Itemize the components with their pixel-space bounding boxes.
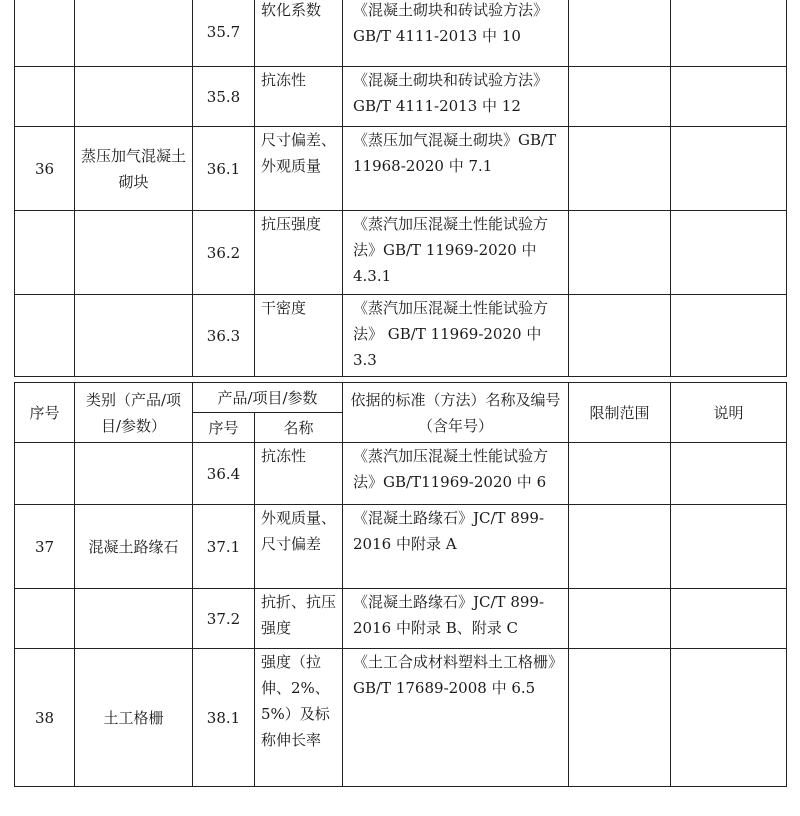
standard-cell: 《混凝土砌块和砖试验方法》GB/T 4111-2013 中 10 [343, 0, 569, 67]
header-category: 类别（产品/项目/参数） [75, 383, 193, 443]
standard-cell: 《蒸汽加压混凝土性能试验方法》GB/T11969-2020 中 6 [343, 443, 569, 505]
header-standard: 依据的标准（方法）名称及编号（含年号） [343, 383, 569, 443]
limit-cell [569, 443, 671, 505]
header-name: 名称 [255, 413, 343, 443]
category-cell [75, 589, 193, 649]
name-cell: 软化系数 [255, 0, 343, 67]
seq-cell: 37 [15, 505, 75, 589]
note-cell [671, 211, 787, 295]
seq-cell [15, 443, 75, 505]
sub-seq-cell: 36.3 [193, 295, 255, 377]
limit-cell [569, 649, 671, 787]
name-cell: 外观质量、尺寸偏差 [255, 505, 343, 589]
sub-seq-cell: 37.1 [193, 505, 255, 589]
header-seq: 序号 [15, 383, 75, 443]
seq-cell [15, 211, 75, 295]
table-continuation [14, 0, 787, 377]
table-row [15, 589, 787, 649]
limit-cell [569, 295, 671, 377]
category-cell: 混凝土路缘石 [75, 505, 193, 589]
sub-seq-cell: 35.8 [193, 67, 255, 127]
name-cell: 强度（拉伸、2%、5%）及标称伸长率 [255, 649, 343, 787]
name-cell: 尺寸偏差、外观质量 [255, 127, 343, 211]
category-cell: 蒸压加气混凝土砌块 [75, 127, 193, 211]
table-main [14, 382, 787, 787]
table-row [15, 67, 787, 127]
sub-seq-cell: 36.1 [193, 127, 255, 211]
name-cell: 干密度 [255, 295, 343, 377]
category-cell [75, 67, 193, 127]
header-sub-seq: 序号 [193, 413, 255, 443]
table-row [15, 211, 787, 295]
header-row [15, 383, 787, 413]
standard-cell: 《蒸汽加压混凝土性能试验方法》 GB/T 11969-2020 中 3.3 [343, 295, 569, 377]
category-cell [75, 211, 193, 295]
name-cell: 抗冻性 [255, 67, 343, 127]
table-row [15, 127, 787, 211]
header-note: 说明 [671, 383, 787, 443]
limit-cell [569, 127, 671, 211]
standard-cell: 《混凝土路缘石》JC/T 899-2016 中附录 B、附录 C [343, 589, 569, 649]
table-row [15, 295, 787, 377]
note-cell [671, 67, 787, 127]
table-row [15, 649, 787, 787]
seq-cell [15, 67, 75, 127]
note-cell [671, 0, 787, 67]
sub-seq-cell: 38.1 [193, 649, 255, 787]
standard-cell: 《蒸压加气混凝土砌块》GB/T 11968-2020 中 7.1 [343, 127, 569, 211]
sub-seq-cell: 36.2 [193, 211, 255, 295]
category-cell [75, 295, 193, 377]
note-cell [671, 589, 787, 649]
name-cell: 抗冻性 [255, 443, 343, 505]
category-cell [75, 0, 193, 67]
table-row [15, 0, 787, 67]
name-cell: 抗压强度 [255, 211, 343, 295]
limit-cell [569, 211, 671, 295]
note-cell [671, 505, 787, 589]
header-limit: 限制范围 [569, 383, 671, 443]
limit-cell [569, 0, 671, 67]
standard-cell: 《蒸汽加压混凝土性能试验方法》GB/T 11969-2020 中 4.3.1 [343, 211, 569, 295]
header-product-group: 产品/项目/参数 [193, 383, 343, 413]
limit-cell [569, 505, 671, 589]
standard-cell: 《混凝土路缘石》JC/T 899-2016 中附录 A [343, 505, 569, 589]
sub-seq-cell: 36.4 [193, 443, 255, 505]
standard-cell: 《土工合成材料塑料土工格栅》GB/T 17689-2008 中 6.5 [343, 649, 569, 787]
seq-cell [15, 295, 75, 377]
note-cell [671, 127, 787, 211]
seq-cell: 38 [15, 649, 75, 787]
standard-cell: 《混凝土砌块和砖试验方法》GB/T 4111-2013 中 12 [343, 67, 569, 127]
seq-cell [15, 589, 75, 649]
limit-cell [569, 589, 671, 649]
table-row [15, 505, 787, 589]
name-cell: 抗折、抗压强度 [255, 589, 343, 649]
note-cell [671, 443, 787, 505]
seq-cell [15, 0, 75, 67]
category-cell [75, 443, 193, 505]
seq-cell: 36 [15, 127, 75, 211]
sub-seq-cell: 37.2 [193, 589, 255, 649]
note-cell [671, 295, 787, 377]
category-cell: 土工格栅 [75, 649, 193, 787]
limit-cell [569, 67, 671, 127]
note-cell [671, 649, 787, 787]
sub-seq-cell: 35.7 [193, 0, 255, 67]
table-row [15, 443, 787, 505]
